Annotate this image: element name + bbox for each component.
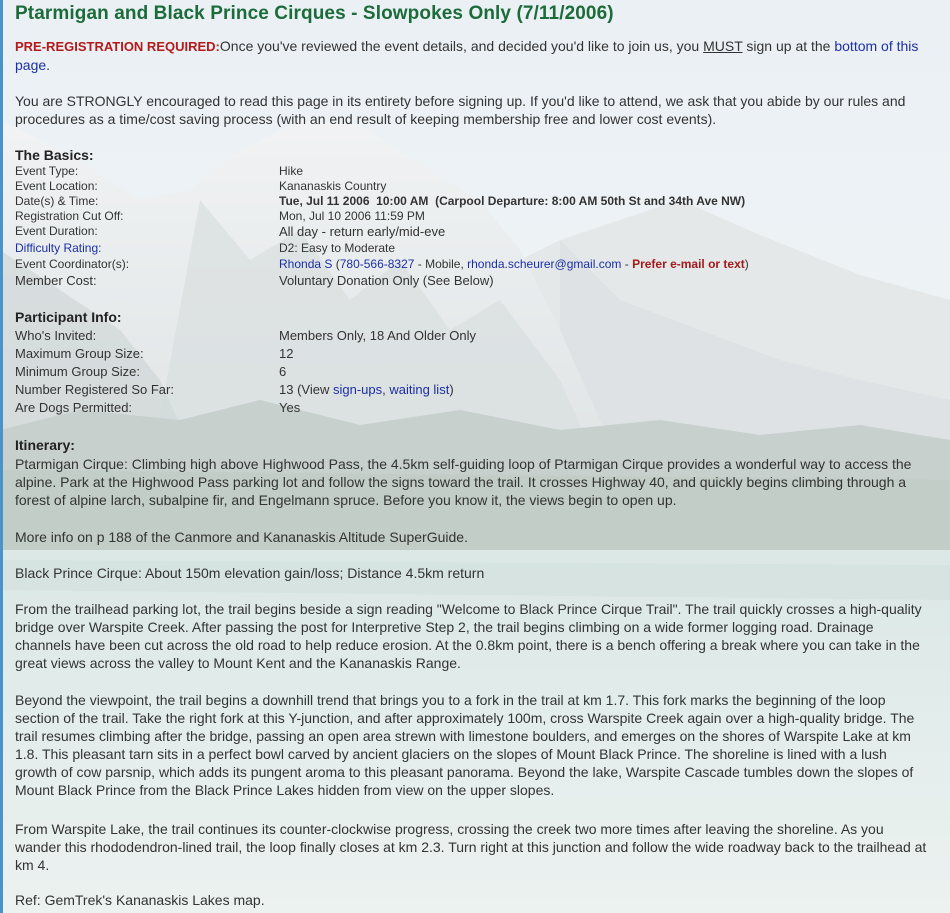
event-date-value: Tue, Jul 11 2006 10:00 AM (Carpool Departure: 8:00 AM 50th St and 34th Ave NW) [279, 194, 746, 208]
event-location-value: Kananaskis Country [279, 179, 387, 193]
min-group-value: 6 [279, 364, 287, 379]
difficulty-rating-link[interactable]: Difficulty Rating: [15, 241, 102, 255]
max-group-value: 12 [279, 346, 294, 361]
itinerary-heading: Itinerary: [15, 437, 75, 453]
coordinator-value: Rhonda S (780-566-8327 - Mobile, rhonda.scheurer@gmail.com - Prefer e-mail or text) [279, 257, 749, 271]
dogs-label: Are Dogs Permitted: [15, 400, 133, 415]
must-text: MUST [703, 38, 743, 54]
event-location-label: Event Location: [15, 179, 98, 193]
event-type-value: Hike [279, 164, 304, 178]
registered-value: 13 (View sign-ups, waiting list) [279, 382, 454, 397]
registration-cutoff-value: Mon, Jul 10 2006 11:59 PM [279, 209, 425, 223]
coordinator-label: Event Coordinator(s): [15, 257, 130, 271]
registered-label: Number Registered So Far: [15, 382, 174, 397]
itinerary-paragraph-6: From Warspite Lake, the trail continues its counter-clockwise progress, crossing the creek two more times after leaving the shoreline. As you wander this rhododendron-lined trail, the loop finally closes at km 2.3. Turn right at this junction and follow the wide roadway back to the trailhead at km 4. [15, 821, 927, 873]
itinerary-reference: Ref: GemTrek's Kananaskis Lakes map. [15, 892, 265, 908]
contact-preference: Prefer e-mail or text [632, 257, 745, 271]
preregistration-notice: PRE-REGISTRATION REQUIRED:Once you've reviewed the event details, and decided you'd like to join us, you MUST sign up at the bottom of this page. [15, 38, 919, 73]
itinerary-paragraph-4: From the trailhead parking lot, the trail begins beside a sign reading "Welcome to Black Prince Cirque Trail". The trail quickly crosses a high-quality bridge over Warspite Creek. After passing the post for Interpretive Step 2, the trail begins climbing on a wide former logging road. Drainage channels have been cut across the old road to help reduce erosion. At the 0.8km point, there is a bench offering a break where you can take in the great views across the valley to Mount Kent and the Kananaskis Range. [15, 601, 922, 671]
strongly-encouraged-notice: You are STRONGLY encouraged to read this page in its entirety before signing up. If you'd like to attend, we ask that you abide by our rules and procedures as a time/cost saving process (with an end result of keeping membership free and lower cost events). [15, 93, 906, 127]
dogs-value: Yes [279, 400, 301, 415]
bottom-of-page-link[interactable]: bottom of this page [15, 38, 919, 73]
event-date-label: Date(s) & Time: [15, 194, 99, 208]
whos-invited-label: Who's Invited: [15, 328, 97, 343]
sign-ups-link[interactable]: sign-ups [332, 382, 383, 397]
registration-cutoff-label: Registration Cut Off: [15, 209, 124, 223]
difficulty-rating-value: D2: Easy to Moderate [279, 241, 396, 255]
page-title: Ptarmigan and Black Prince Cirques - Slowpokes Only (7/11/2006) [15, 3, 614, 24]
itinerary-paragraph-3: Black Prince Cirque: About 150m elevation gain/loss; Distance 4.5km return [15, 565, 485, 581]
event-duration-value: All day - return early/mid-eve [279, 224, 446, 239]
event-type-label: Event Type: [15, 164, 79, 178]
max-group-label: Maximum Group Size: [15, 346, 144, 361]
waiting-list-link[interactable]: waiting list [389, 382, 450, 397]
coordinator-email-link[interactable]: rhonda.scheurer@gmail.com [467, 257, 622, 271]
event-duration-label: Event Duration: [15, 224, 98, 238]
participant-heading: Participant Info: [15, 309, 122, 325]
member-cost-label: Member Cost: [15, 273, 97, 288]
left-border [0, 0, 3, 913]
coordinator-phone-link[interactable]: 780-566-8327 [339, 257, 415, 271]
preregistration-label: PRE-REGISTRATION REQUIRED: [15, 39, 220, 54]
itinerary-paragraph-1: Ptarmigan Cirque: Climbing high above Highwood Pass, the 4.5km self-guiding loop of Ptarmigan Cirque provides a wonderful way to access the alpine. Park at the Highwood Pass parking lot and follow the signs toward the trail. It crosses Highway 40, and quickly begins climbing through a forest of alpine larch, subalpine fir, and Engelmann spruce. Before you know it, the views begin to open up. [15, 456, 912, 508]
member-cost-value: Voluntary Donation Only (See Below) [279, 273, 494, 288]
min-group-label: Minimum Group Size: [15, 364, 140, 379]
itinerary-paragraph-2: More info on p 188 of the Canmore and Kananaskis Altitude SuperGuide. [15, 529, 468, 545]
basics-heading: The Basics: [15, 147, 94, 163]
whos-invited-value: Members Only, 18 And Older Only [279, 328, 477, 343]
coordinator-name-link[interactable]: Rhonda S [279, 257, 333, 271]
itinerary-paragraph-5: Beyond the viewpoint, the trail begins a downhill trend that brings you to a fork in the trail at km 1.7. This fork marks the beginning of the loop section of the trail. Take the right fork at this Y-junction, and after approximately 100m, cross Warspite Creek again over a high-quality bridge. The trail resumes climbing after the bridge, passing an open area strewn with limestone boulders, and emerges on the shores of Warspite Lake at km 1.8. This pleasant tarn sits in a perfect bowl carved by ancient glaciers on the slopes of Mount Black Prince. The shoreline is lined with a lush growth of cow parsnip, which adds its pungent aroma to this pleasant panorama. Beyond the lake, Warspite Cascade tumbles down the slopes of Mount Black Prince from the Black Prince Lakes hidden from view on the upper slopes. [15, 692, 915, 798]
